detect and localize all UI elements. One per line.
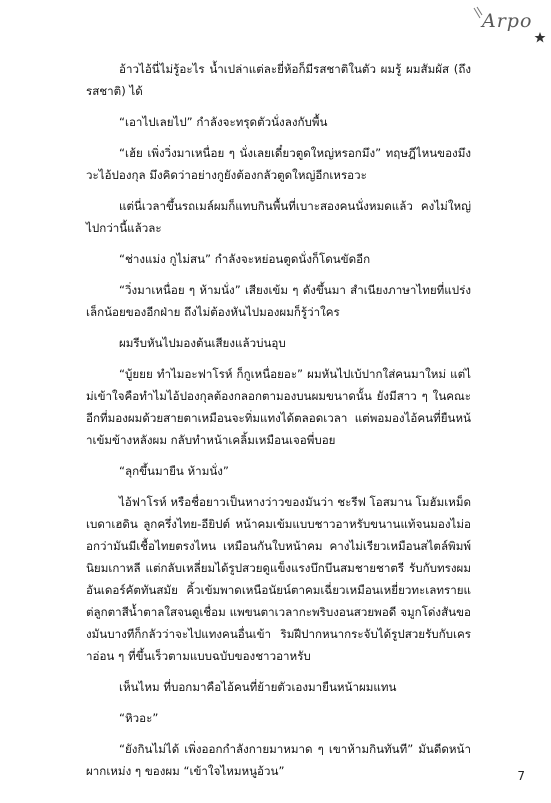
arpo-logo <box>470 4 548 44</box>
paragraph: “เฮ้ย เพิ่งวิ่งมาเหนื่อย ๆ นั่งเลยเดี๋ยวตูดใหญ่หรอกมึง” ทฤษฎีไหนของมึงวะไอ้ปองกุล มึงคิดว่าอย่างกูยังต้องกลัวตูดใหญ่อีกเหรอวะ <box>86 146 471 182</box>
paragraph: “ช่างแม่ง กูไม่สน” กำลังจะหย่อนตูดนั่งก็โดนขัดอีก <box>119 252 371 266</box>
paragraph: “หิวอะ” <box>119 711 159 725</box>
logo-text: Arpo <box>482 10 533 32</box>
paragraph: เห็นไหม ที่บอกมาคือไอ้คนที่ย้ายตัวเองมายืนหน้าผมแทน <box>119 680 397 694</box>
paragraph: แต่นี่เวลาขึ้นรถเมล์ผมก็แทบกินพื้นที่เบาะสองคนนั่งหมดแล้ว คงไม่ใหญ่ไปกว่านี้แล้วละ <box>86 199 471 235</box>
paragraph: “เอาไปเลยไป” กำลังจะทรุดตัวนั่งลงกับพื้น <box>119 115 328 129</box>
page-body <box>86 58 471 791</box>
paragraph: “บู้ยยย ทำไมอะฟาโรห์ ก็กูเหนื่อยอะ” ผมหันไปเบ้ปากใส่คนมาใหม่ แต่ไม่เข้าใจคือทำไมไอ้ปองกุลต้องกลอกตามองบนผมขนาดนั้น ยังมีสาว ๆ ในคณะอีกที่มองผมด้วยสายตาเหมือนจะทิ่มแทงได้ตลอดเวลา แต่พอมองไอ้คนที่ยืนหน้าเข้มข้างหลังผม กลับทำหน้าเคลิ้มเหมือนเจอพี่บอย <box>86 367 471 447</box>
paragraph: “ยังกินไม่ได้ เพิ่งออกกำลังกายมาหมาด ๆ เขาห้ามกินทันที” มันดีดหน้าผากเหม่ง ๆ ของผม “เข้าใจไหมหนูอ้วน” <box>86 742 471 778</box>
paragraph: อ้าวไอ้นี่ไม่รู้อะไร น้ำเปล่าแต่ละยี่ห้อก็มีรสชาติในตัว ผมรู้ ผมสัมผัส (ถึงรสชาติ) ได้ <box>86 62 471 98</box>
paragraph: “ลุกขึ้นมายืน ห้ามนั่ง” <box>119 464 229 478</box>
paragraph: “วิ่งมาเหนื่อย ๆ ห้ามนั่ง” เสียงเข้ม ๆ ดังขึ้นมา สำเนียงภาษาไทยที่แปร่งเล็กน้อยของอีกฝ่าย ถึงไม่ต้องหันไปมองผมก็รู้ว่าใคร <box>86 283 471 319</box>
paragraph: ผมรีบหันไปมองต้นเสียงแล้วบ่นอุบ <box>119 336 286 350</box>
paragraph: ไอ้ฟาโรห์ หรือชื่อยาวเป็นหางว่าวของมันว่า ชะรีฟ โอสมาน โมฮัมเหม็ด เบดาเฮดิน ลูกครึ่งไทย-อียิปต์ หน้าคมเข้มแบบชาวอาหรับขนานแท้จนมองไม่ออกว่ามันมีเชื้อไทยตรงไหน เหมือนกันใบหน้าคม คางไม่เรียวเหมือนสไตล์พิมพ์นิยมเกาหลี แต่กลับเหลี่ยมได้รูปสวยดูแข็งแรงบึกบึนสมชายชาตรี รับกับทรงผมอันเดอร์คัตทันสมัย คิ้วเข้มพาดเหนือนัยน์ตาคมเฉี่ยวเหมือนเหยี่ยวทะเลทรายแต่ลูกตาสีน้ำตาลใสจนดูเชื่อม แพขนตาเวลากะพริบงอนสวยพอดี จมูกโด่งสันของมันบางทีก็กลัวว่าจะไปแทงคนอื่นเข้า ริมฝีปากหนากระจับได้รูปสวยรับกับเคราอ่อน ๆ ที่ขึ้นเร็วตามแบบฉบับของชาวอาหรับ <box>86 495 471 663</box>
page-number: 7 <box>517 769 525 783</box>
